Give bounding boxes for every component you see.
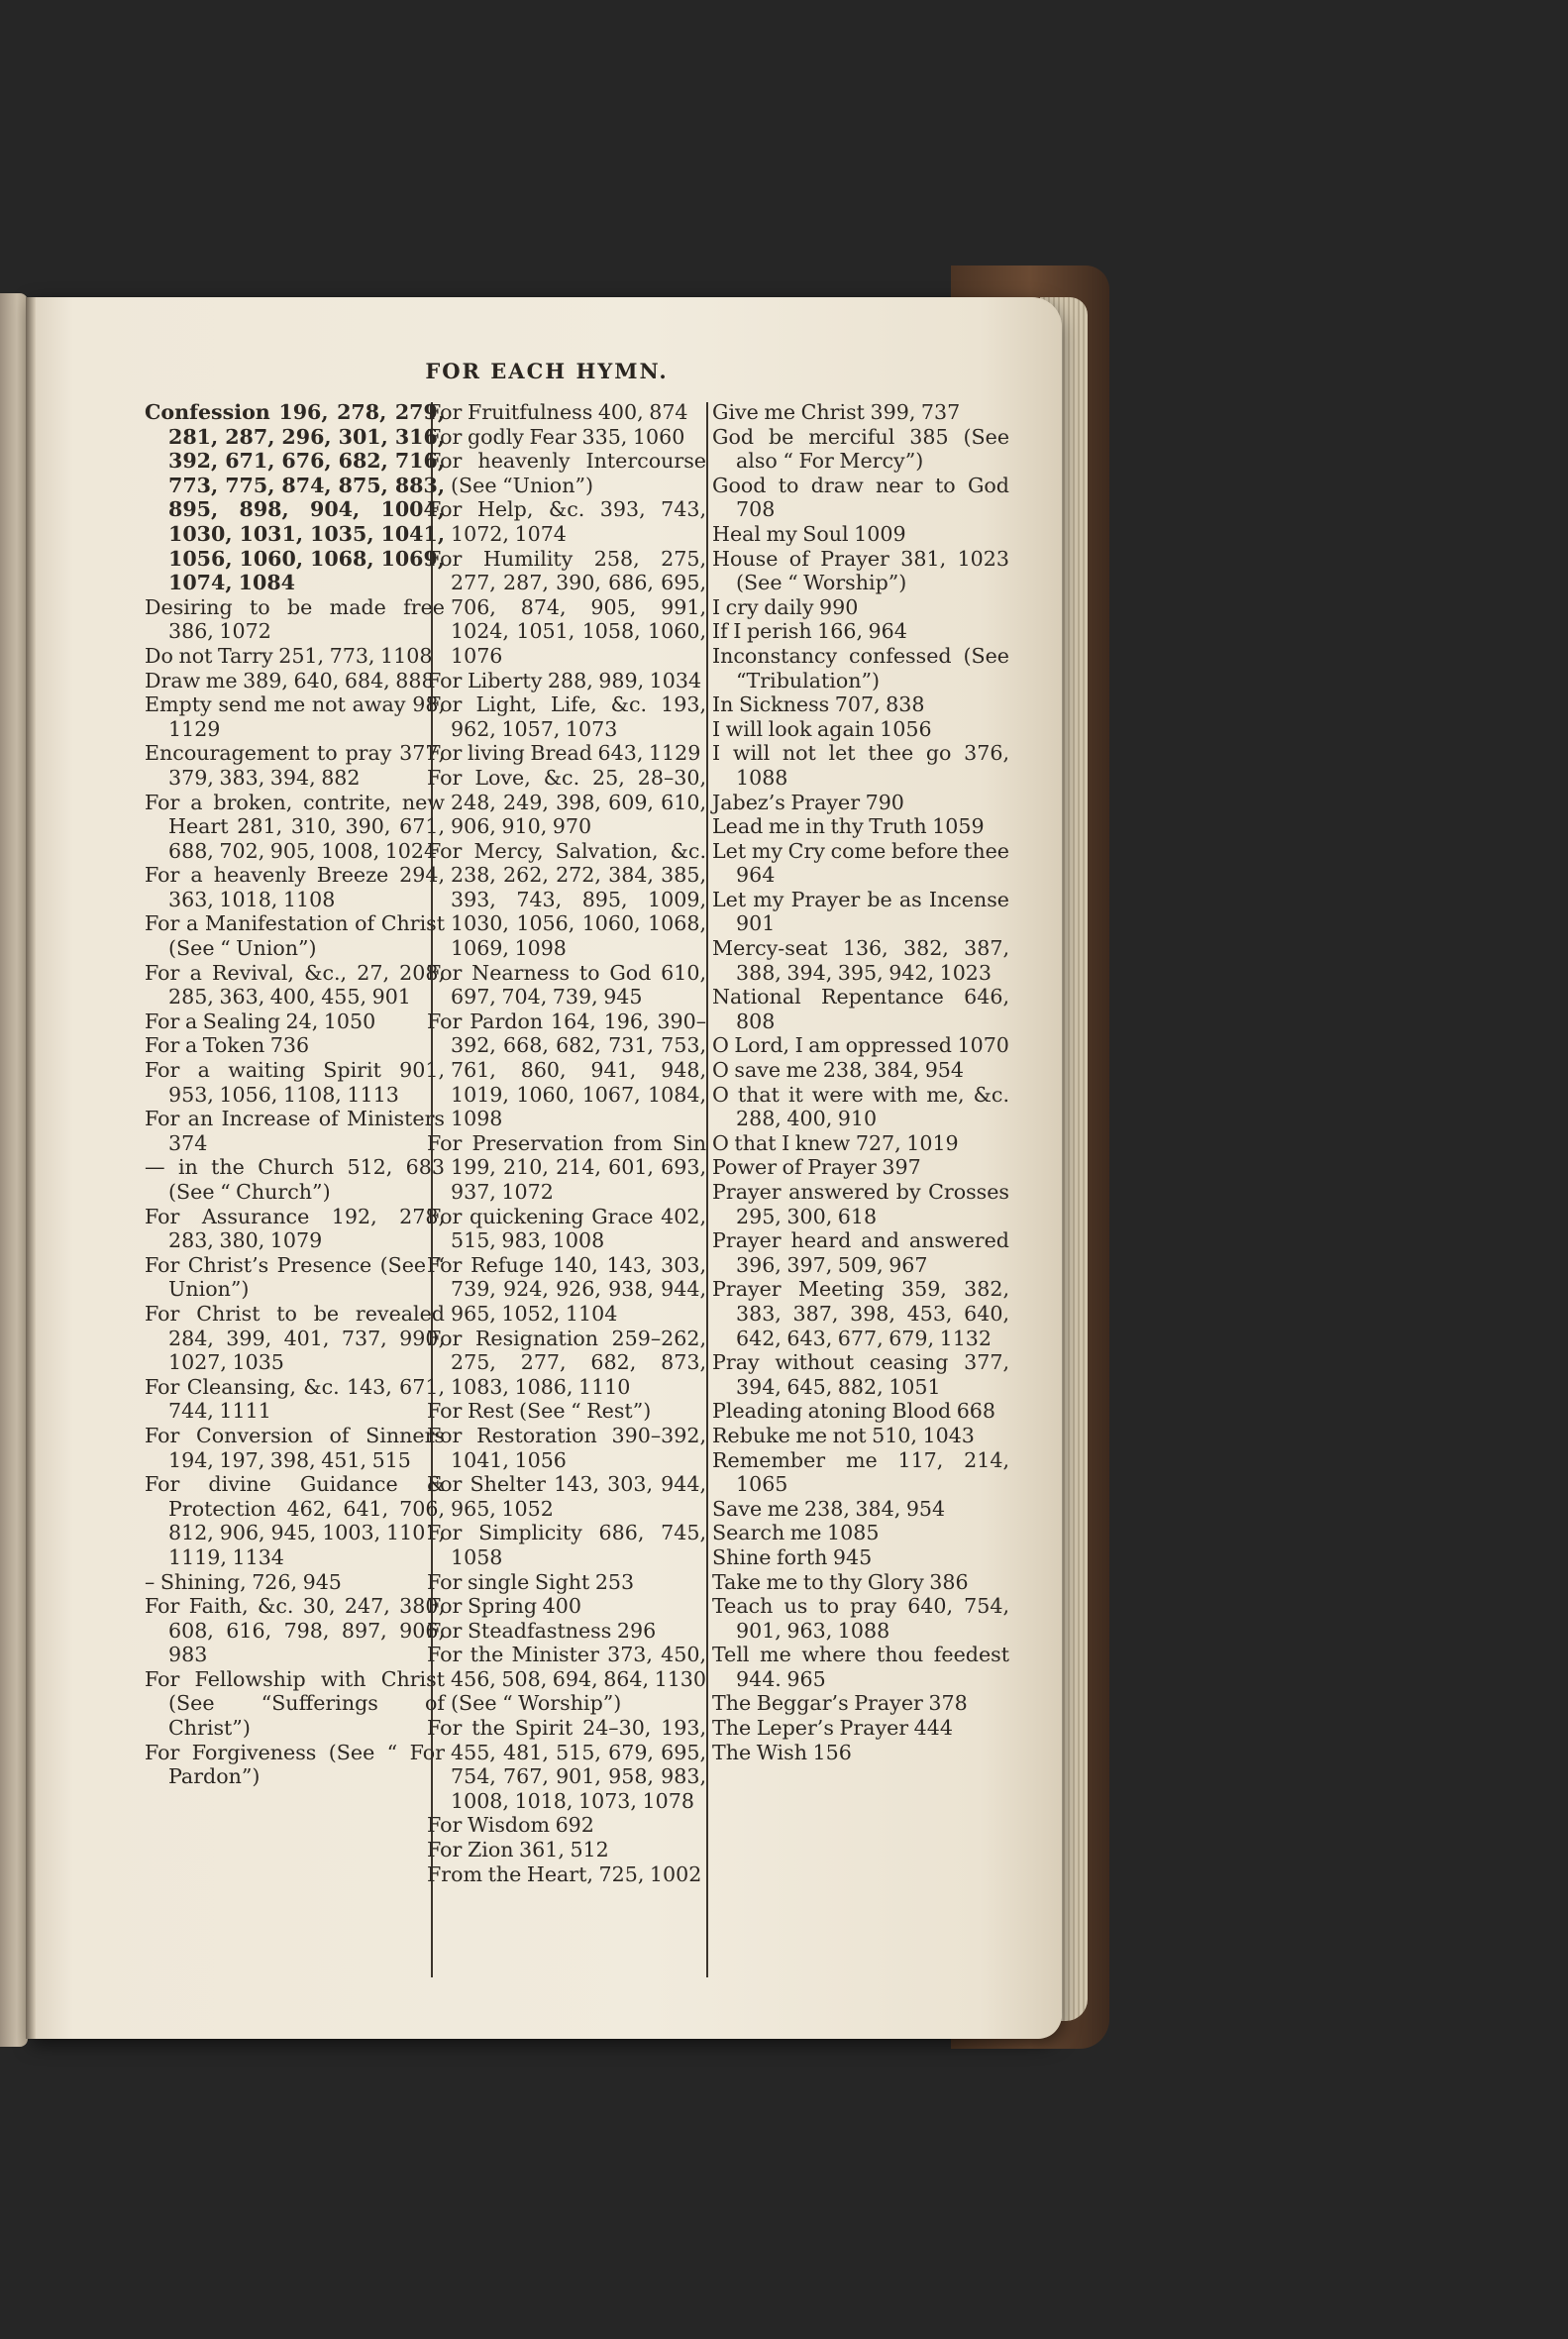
index-entry: House of Prayer 381, 1023 (See “ Worship”) bbox=[712, 546, 1009, 595]
index-entry: For Love, &c. 25, 28–30, 248, 249, 398, 609, 610, 906, 910, 970 bbox=[427, 765, 706, 839]
index-entry: For Simplicity 686, 745, 1058 bbox=[427, 1521, 706, 1569]
index-entry: Save me 238, 384, 954 bbox=[712, 1496, 946, 1521]
index-entry: For a Revival, &c., 27, 208, 285, 363, 400, 455, 901 bbox=[145, 960, 445, 1010]
index-entry: Confession 196, 278, 279, 281, 287, 296, 301, 316, 392, 671, 676, 682, 716, 773, 775, 874, 875, 883, 895, 898, 904, 1004, 1030, 1031, 1035, 1041, 1056, 1060, 1068, 1069, 1074, 1084 bbox=[145, 400, 445, 595]
index-entry: Remember me 117, 214, 1065 bbox=[712, 1447, 1009, 1497]
index-entry: For Steadfastness 296 bbox=[427, 1618, 657, 1643]
index-entry: For Cleansing, &c. 143, 671, 744, 1111 bbox=[145, 1374, 445, 1424]
index-entry: – Shining, 726, 945 bbox=[145, 1569, 342, 1594]
index-entry: Desiring to be made free 386, 1072 bbox=[145, 594, 445, 644]
index-entry: I will not let thee go 376, 1088 bbox=[712, 741, 1009, 790]
index-entry: For the Minister 373, 450, 456, 508, 694, 864, 1130 (See “ Worship”) bbox=[427, 1643, 707, 1716]
index-entry: Prayer Meeting 359, 382, 383, 387, 398, 453, 640, 642, 643, 677, 679, 1132 bbox=[712, 1277, 1009, 1350]
index-entry: Take me to thy Glory 386 bbox=[712, 1569, 969, 1594]
index-entry: For Shelter 143, 303, 944, 965, 1052 bbox=[427, 1472, 706, 1521]
running-header: FOR EACH HYMN. bbox=[425, 359, 669, 383]
index-entry: For a Token 736 bbox=[145, 1033, 310, 1058]
index-entry: For Forgiveness (See “ For Pardon”) bbox=[145, 1740, 445, 1789]
index-entry: O save me 238, 384, 954 bbox=[712, 1058, 965, 1083]
index-entry: For Fruitfulness 400, 874 bbox=[427, 400, 688, 424]
index-entry: Teach us to pray 640, 754, 901, 963, 1088 bbox=[712, 1594, 1009, 1643]
index-entry: For Fellowship with Christ (See “Sufferings of Christ”) bbox=[145, 1666, 445, 1741]
index-entry: For Nearness to God 610, 697, 704, 739, 945 bbox=[427, 960, 706, 1010]
index-entry: In Sickness 707, 838 bbox=[712, 692, 925, 717]
index-entry: For Resignation 259–262, 275, 277, 682, 873, 1083, 1086, 1110 bbox=[427, 1326, 706, 1399]
index-entry: For Christ to be revealed 284, 399, 401, 737, 990, 1027, 1035 bbox=[145, 1301, 445, 1375]
index-entry: For Assurance 192, 278, 283, 380, 1079 bbox=[145, 1204, 445, 1253]
index-entry: Lead me in thy Truth 1059 bbox=[712, 814, 985, 839]
index-entry: Rebuke me not 510, 1043 bbox=[712, 1423, 975, 1447]
index-entry: Do not Tarry 251, 773, 1108 bbox=[145, 643, 433, 668]
index-entry: For Light, Life, &c. 193, 962, 1057, 1073 bbox=[427, 692, 706, 741]
index-entry: For Spring 400 bbox=[427, 1594, 581, 1619]
index-entry: Heal my Soul 1009 bbox=[712, 521, 906, 546]
index-entry: For divine Guidance & Protection 462, 641, 706, 812, 906, 945, 1003, 1101, 1119, 1134 bbox=[145, 1472, 445, 1569]
index-entry: Give me Christ 399, 737 bbox=[712, 400, 961, 424]
index-entry: For single Sight 253 bbox=[427, 1569, 635, 1594]
index-entry: For a broken, contrite, new Heart 281, 310, 390, 671, 688, 702, 905, 1008, 1024 bbox=[145, 790, 445, 863]
index-column-3 bbox=[712, 400, 1009, 1764]
index-entry: God be merciful 385 (See also “ For Mercy”) bbox=[712, 424, 1009, 474]
index-entry: Prayer heard and answered 396, 397, 509, 967 bbox=[712, 1228, 1009, 1277]
index-entry: For a Manifestation of Christ (See “ Union”) bbox=[145, 911, 445, 961]
index-entry: For Christ’s Presence (See “ Union”) bbox=[145, 1252, 445, 1302]
index-entry: O Lord, I am oppressed 1070 bbox=[712, 1033, 1009, 1058]
index-entry: For heavenly Intercourse (See “Union”) bbox=[427, 449, 706, 497]
index-entry: For the Spirit 24–30, 193, 455, 481, 515, 679, 695, 754, 767, 901, 958, 983, 1008, 1018, 1073, 1078 bbox=[427, 1716, 706, 1813]
index-entry: Search me 1085 bbox=[712, 1521, 880, 1545]
index-entry: Shine forth 945 bbox=[712, 1544, 873, 1569]
index-entry: For Zion 361, 512 bbox=[427, 1838, 609, 1862]
index-entry: For a heavenly Breeze 294, 363, 1018, 1108 bbox=[145, 863, 445, 911]
index-entry: The Wish 156 bbox=[712, 1740, 852, 1764]
index-entry: I cry daily 990 bbox=[712, 594, 859, 619]
index-entry: From the Heart, 725, 1002 bbox=[427, 1861, 702, 1886]
index-entry: Let my Prayer be as Incense 901 bbox=[712, 887, 1009, 936]
index-entry: For Humility 258, 275, 277, 287, 390, 686, 695, 706, 874, 905, 991, 1024, 1051, 1058, 1060, 1076 bbox=[427, 546, 706, 668]
index-entry: For Liberty 288, 989, 1034 bbox=[427, 668, 702, 692]
index-entry: — in the Church 512, 683 (See “ Church”) bbox=[145, 1155, 445, 1204]
index-entry: For living Bread 643, 1129 bbox=[427, 741, 701, 766]
index-column-1 bbox=[145, 400, 445, 1789]
index-column-2 bbox=[427, 400, 706, 1886]
index-entry: Pleading atoning Blood 668 bbox=[712, 1399, 996, 1424]
index-entry: For a waiting Spirit 901, 953, 1056, 1108, 1113 bbox=[145, 1058, 445, 1107]
index-entry: Mercy-seat 136, 382, 387, 388, 394, 395, 942, 1023 bbox=[712, 936, 1009, 985]
index-entry: For quickening Grace 402, 515, 983, 1008 bbox=[427, 1204, 706, 1253]
index-entry: O that I knew 727, 1019 bbox=[712, 1130, 959, 1155]
index-entry: National Repentance 646, 808 bbox=[712, 985, 1009, 1033]
index-entry: Power of Prayer 397 bbox=[712, 1155, 921, 1180]
index-entry: O that it were with me, &c. 288, 400, 910 bbox=[712, 1082, 1009, 1131]
index-entry: The Leper’s Prayer 444 bbox=[712, 1716, 953, 1741]
index-entry: For Rest (See “ Rest”) bbox=[427, 1399, 652, 1424]
index-entry: Draw me 389, 640, 684, 888 bbox=[145, 668, 435, 692]
index-entry: For Mercy, Salvation, &c. 238, 262, 272, 384, 385, 393, 743, 895, 1009, 1030, 1056, 1060, 1068, 1069, 1098 bbox=[427, 838, 706, 961]
index-entry: Let my Cry come before thee 964 bbox=[712, 838, 1009, 888]
index-entry: For Wisdom 692 bbox=[427, 1813, 594, 1838]
index-entry: For a Sealing 24, 1050 bbox=[145, 1009, 376, 1033]
book-page bbox=[32, 297, 1062, 2039]
column-rule bbox=[706, 402, 708, 1977]
facing-page-edge bbox=[0, 293, 28, 2047]
index-entry: For Faith, &c. 30, 247, 380, 608, 616, 798, 897, 906, 983 bbox=[145, 1594, 445, 1667]
index-entry: The Beggar’s Prayer 378 bbox=[712, 1691, 968, 1716]
gutter-shadow bbox=[26, 297, 36, 2039]
index-entry: Tell me where thou feedest 944. 965 bbox=[712, 1643, 1009, 1691]
index-entry: I will look again 1056 bbox=[712, 716, 932, 741]
index-entry: If I perish 166, 964 bbox=[712, 619, 907, 644]
index-entry: Prayer answered by Crosses 295, 300, 618 bbox=[712, 1180, 1009, 1228]
index-entry: For Refuge 140, 143, 303, 739, 924, 926, 938, 944, 965, 1052, 1104 bbox=[427, 1252, 706, 1326]
index-entry: Pray without ceasing 377, 394, 645, 882, 1051 bbox=[712, 1350, 1009, 1399]
index-entry: For Help, &c. 393, 743, 1072, 1074 bbox=[427, 497, 706, 546]
index-entry: For godly Fear 335, 1060 bbox=[427, 424, 685, 449]
index-entry: For Restoration 390–392, 1041, 1056 bbox=[427, 1423, 706, 1472]
index-entry: For Pardon 164, 196, 390–392, 668, 682, 731, 753, 761, 860, 941, 948, 1019, 1060, 1067, 1084, 1098 bbox=[427, 1009, 706, 1131]
index-entry: Inconstancy confessed (See “Tribulation”) bbox=[712, 643, 1009, 692]
index-entry: For Preservation from Sin 199, 210, 214, 601, 693, 937, 1072 bbox=[427, 1130, 706, 1204]
index-entry: Encouragement to pray 377, 379, 383, 394, 882 bbox=[145, 741, 445, 790]
index-entry: For an Increase of Ministers 374 bbox=[145, 1107, 445, 1155]
index-entry: Jabez’s Prayer 790 bbox=[712, 790, 904, 814]
index-entry: Empty send me not away 98, 1129 bbox=[145, 692, 445, 741]
index-entry: For Conversion of Sinners 194, 197, 398, 451, 515 bbox=[145, 1423, 445, 1472]
index-entry: Good to draw near to God 708 bbox=[712, 473, 1009, 522]
